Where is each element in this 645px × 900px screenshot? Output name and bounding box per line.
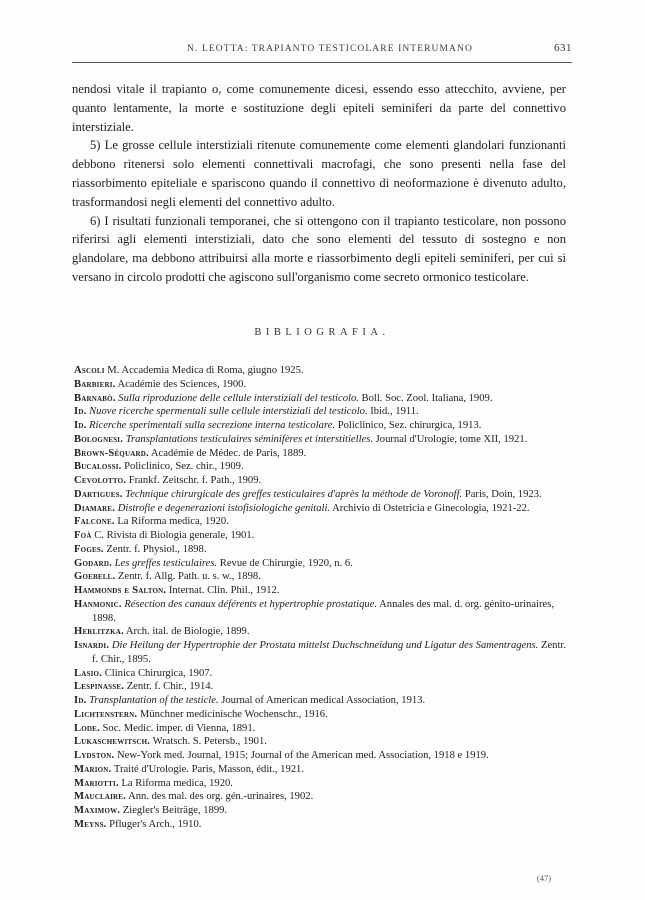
bibliography-entry (74, 722, 568, 736)
entry-author: Falcone. (74, 516, 115, 528)
paragraph-point-5: 5) Le grosse cellule interstiziali ritenute comunemente come elementi glandolari funzionanti debbono ritenersi solo elementi connettivali macrofagi, che sono presenti nella fase del riassorbimento epiteliale e spariscono quando il connettivo di neoformazione è divenuto adulto, trasformandosi negli elementi del connettivo adulto. (72, 138, 566, 209)
bibliography-entry (74, 777, 568, 791)
entry-source: Zentr. f. Chir., 1914. (124, 681, 214, 693)
entry-source: Boll. Soc. Zool. Italiana, 1909. (358, 392, 493, 404)
bibliography-entry (74, 818, 568, 832)
entry-title: Ricerche sperimentali sulla secrezione interna testicolare. (86, 420, 336, 431)
bibliography-entry (74, 529, 568, 543)
bibliography-entry (74, 680, 568, 694)
entry-source: Traité d'Urologie. Paris, Masson, édit., 1921. (111, 763, 304, 775)
bibliography-entry (74, 790, 568, 804)
entry-source: Wratsch. S. Petersb., 1901. (150, 736, 267, 748)
entry-author: Barbieri. (74, 378, 116, 390)
entry-author: Hammonds e Salton. (74, 585, 167, 596)
bibliography-entry (74, 447, 568, 461)
bibliography-entry (74, 433, 568, 447)
entry-source: Pfluger's Arch., 1910. (106, 818, 202, 830)
signature-mark: (47) (536, 873, 552, 883)
bibliography-entry (74, 749, 568, 763)
entry-author: Diamare. (74, 502, 116, 514)
entry-author: Mariotti. (74, 777, 119, 789)
entry-source: Frankf. Zeitschr. f. Path., 1909. (126, 475, 262, 486)
bibliography-entry (74, 474, 568, 488)
entry-source: Annales des mal. d. org. génito-urinaires, 1898. (92, 598, 554, 624)
bibliography-entry (74, 639, 568, 667)
entry-source: M. Accademia Medica di Roma, giugno 1925. (104, 365, 304, 376)
bibliography-entry (74, 502, 568, 516)
entry-title: Les greffes testiculaires. (111, 557, 218, 569)
entry-title: Distrofie e degenerazioni istofisiologiche genitali. (115, 502, 331, 514)
entry-title: Transplantations testiculaires séminifères et interstitielles. (123, 433, 373, 445)
entry-source: C. Rivista di Biologia generale, 1901. (91, 530, 255, 541)
entry-source: Académie des Sciences, 1900. (115, 378, 247, 390)
body-text (72, 80, 566, 287)
bibliography-entry (74, 570, 568, 584)
entry-source: Ziegler's Beiträge, 1899. (120, 805, 228, 816)
paragraph-point-6: 6) I risultati funzionali temporanei, che si ottengono con il trapianto testicolare, non possono riferirsi agli elementi interstiziali, dato che sono elementi del tessuto di sostegno e non glandolare, ma debbono attribuirsi alla morte e riassorbimento degli epiteli seminiferi, per cui si versano in circolo prodotti che agiscono sull'organismo come secreto ormonico testicolare. (72, 213, 566, 284)
entry-title: Sulla riproduzione delle cellule interstiziali del testicolo. (115, 392, 359, 404)
bibliography-entry (74, 735, 568, 749)
bibliography-entry (74, 392, 568, 406)
entry-author: Marion. (74, 763, 112, 775)
entry-source: Münchner medicinische Wochenschr., 1916. (137, 708, 328, 720)
bibliography-entry (74, 804, 568, 818)
entry-author: Bolognesi. (74, 433, 124, 445)
entry-author: Godard. (74, 557, 112, 569)
entry-source: La Riforma medica, 1920. (114, 516, 229, 528)
entry-title: Die Heilung der Hypertrophie der Prostata mittelst Duchschneidung und Ligatur des Samentragens. (109, 640, 539, 651)
entry-source: Policlinico, Sez. chirurgica, 1913. (335, 420, 482, 431)
entry-author: Meyns. (74, 818, 107, 830)
entry-author: Lasio. (74, 667, 103, 679)
bibliography-entry (74, 667, 568, 681)
entry-source: Académie de Médec. de Paris, 1889. (148, 447, 307, 459)
entry-source: Paris, Doin, 1923. (462, 488, 542, 500)
bibliography-entry (74, 557, 568, 571)
entry-author: Id. (74, 695, 87, 706)
bibliography-entry (74, 694, 568, 708)
entry-source: New-York med. Journal, 1915; Journal of the American med. Association, 1918 e 1919. (114, 750, 489, 761)
entry-source: Soc. Medic. imper. di Vienna, 1891. (99, 722, 256, 734)
bibliography-entry (74, 543, 568, 557)
entry-author: Isnardi. (74, 640, 110, 651)
bibliography-list (74, 364, 568, 832)
entry-source: Zentr. f. Allg. Path. u. s. w., 1898. (115, 571, 261, 583)
entry-author: Brown-Séquard. (74, 447, 149, 459)
entry-author: Goebell. (74, 571, 116, 583)
bibliography-entry (74, 763, 568, 777)
entry-source: Zentr. f. Chir., 1895. (92, 640, 566, 665)
entry-author: Hanmonic. (74, 598, 122, 610)
bibliography-entry (74, 488, 568, 502)
entry-author: Id. (74, 420, 87, 431)
running-header: N. LEOTTA: TRAPIANTO TESTICOLARE INTERUMANO (187, 44, 473, 54)
entry-source: Archivio di Ostetricia e Ginecologia, 1921-22. (330, 502, 530, 514)
bibliography-entry (74, 378, 568, 392)
entry-author: Id. (74, 406, 87, 418)
entry-author: Dartigues. (74, 488, 123, 500)
entry-source: Policlinico, Sez. chir., 1909. (121, 461, 244, 473)
entry-author: Ascoli (74, 365, 105, 376)
bibliography-entry (74, 419, 568, 433)
entry-source: Ann. des mal. des org. gén.-urinaires, 1902. (126, 791, 314, 803)
entry-source: Internat. Clin. Phil., 1912. (166, 585, 280, 596)
entry-source: Clinica Chirurgica, 1907. (102, 667, 213, 679)
entry-source: Journal of American medical Association, 1913. (218, 695, 426, 706)
entry-author: Cevolotto. (74, 475, 127, 486)
bibliography-entry (74, 598, 568, 626)
entry-author: Foges. (74, 543, 104, 555)
entry-title: Technique chirurgicale des greffes testiculaires d'après la méthode de Voronoff. (122, 488, 463, 500)
entry-author: Lespinasse. (74, 681, 125, 693)
entry-title: Transplantation of the testicle. (86, 695, 219, 706)
entry-author: Lydston. (74, 750, 115, 761)
bibliography-heading: BIBLIOGRAFIA. (254, 327, 390, 338)
entry-source: Revue de Chirurgie, 1920, n. 6. (217, 557, 353, 569)
entry-author: Lichtenstern. (74, 708, 138, 720)
bibliography-entry (74, 460, 568, 474)
entry-author: Maximow. (74, 805, 121, 816)
bibliography-entry (74, 708, 568, 722)
entry-author: Barnabò. (74, 392, 116, 404)
entry-title: Nuove ricerche spermentali sulle cellule interstiziali del testicolo. (86, 406, 368, 418)
entry-author: Lode. (74, 722, 100, 734)
entry-author: Herlitzka. (74, 626, 124, 638)
entry-author: Bucalossi. (74, 461, 122, 473)
header-rule (72, 62, 572, 63)
entry-source: Arch. ital. de Biologie, 1899. (123, 626, 250, 638)
entry-author: Mauclaire. (74, 791, 126, 803)
entry-source: Journal d'Urologie, tome XII, 1921. (373, 433, 528, 445)
entry-source: Zentr. f. Physiol., 1898. (103, 543, 207, 555)
entry-author: Foà (74, 530, 92, 541)
entry-title: Résection des canaux déférents et hypertrophie prostatique. (121, 598, 378, 610)
bibliography-entry (74, 625, 568, 639)
bibliography-entry (74, 584, 568, 598)
entry-source: Ibid., 1911. (367, 406, 419, 418)
bibliography-entry (74, 515, 568, 529)
bibliography-entry (74, 364, 568, 378)
bibliography-entry (74, 405, 568, 419)
paragraph-continuation: nendosi vitale il trapianto o, come comunemente dicesi, essendo esso attecchito, avviene, per quanto lentamente, la morte e sostituzione degli epiteli seminiferi da parte del connettivo interstiziale. (72, 82, 566, 134)
entry-source: La Riforma medica, 1920. (118, 777, 233, 789)
entry-author: Lukaschewitsch. (74, 736, 151, 748)
page-number: 631 (554, 42, 572, 54)
